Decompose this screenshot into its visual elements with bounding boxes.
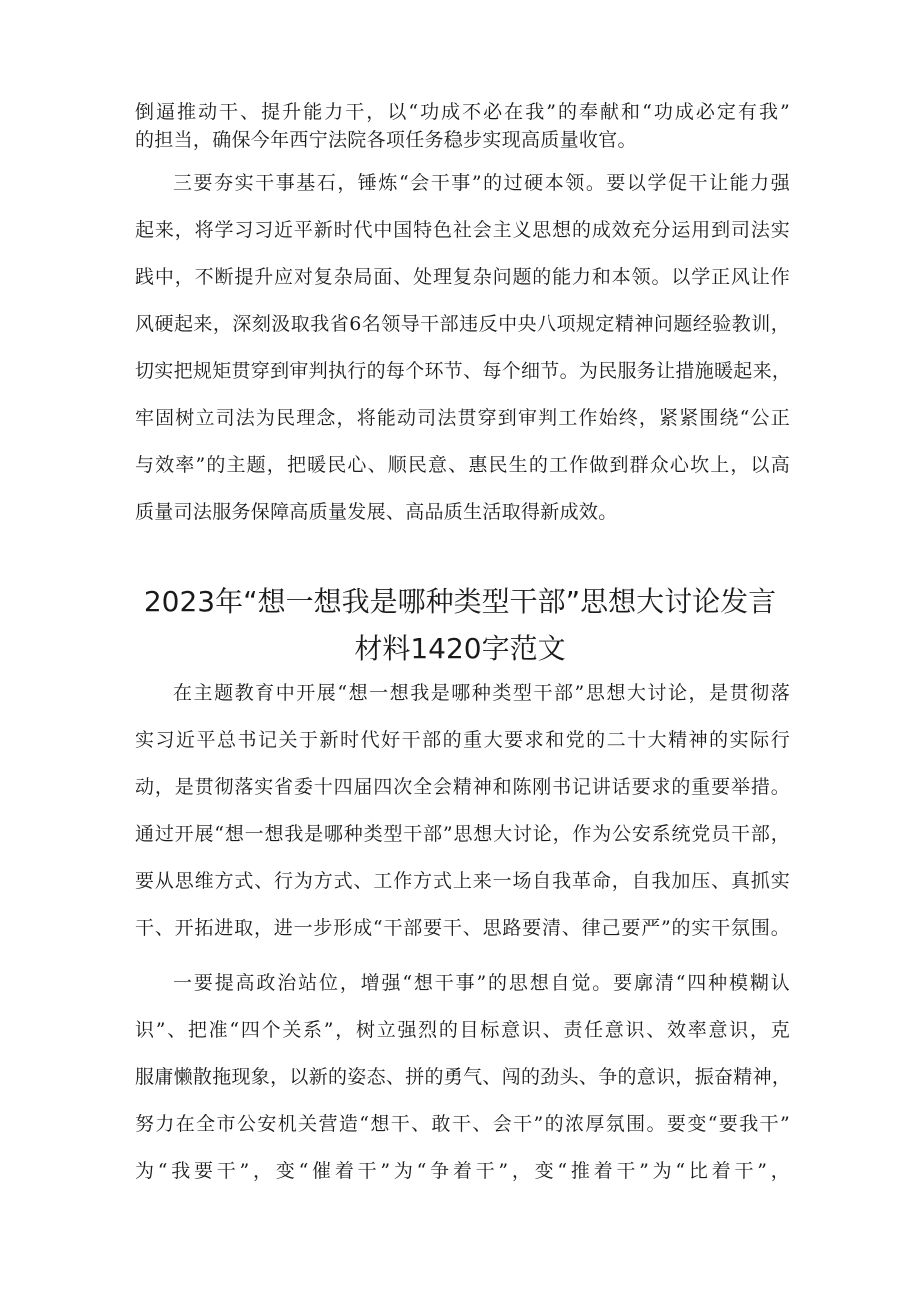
text-line: 一要提高政治站位，增强“想干事”的思想自觉。要廓清“四种模糊认: [173, 972, 790, 994]
section-title-line-2: 材料1420字范文: [354, 632, 566, 665]
text-line: 切实把规矩贯穿到审判执行的每个环节、每个细节。为民服务让措施暖起来，: [135, 360, 792, 382]
text-line: 践中，不断提升应对复杂局面、处理复杂问题的能力和本领。以学正风让作: [135, 266, 790, 288]
text-line: 起来，将学习习近平新时代中国特色社会主义思想的成效充分运用到司法实: [135, 219, 790, 241]
text-line: 质量司法服务保障高质量发展、高品质生活取得新成效。: [135, 501, 618, 523]
text-line: 倒逼推动干、提升能力干，以“功成不必在我”的奉献和“功成必定有我”: [135, 101, 790, 123]
text-line: 在主题教育中开展“想一想我是哪种类型干部”思想大讨论，是贯彻落: [173, 682, 790, 704]
text-line: 与效率”的主题，把暖民心、顺民意、惠民生的工作做到群众心坎上，以高: [135, 454, 790, 476]
text-line: 识”、把准“四个关系”，树立强烈的目标意识、责任意识、效率意识，克: [135, 1019, 790, 1041]
text-line: 干、开拓进取，进一步形成“干部要干、思路要清、律己要严”的实干氛围。: [135, 917, 790, 939]
text-line: 牢固树立司法为民理念，将能动司法贯穿到审判工作始终，紧紧围绕“公正: [135, 407, 790, 429]
text-line: 动，是贯彻落实省委十四届四次全会精神和陈刚书记讲话要求的重要举措。: [135, 776, 790, 798]
text-line: 服庸懒散拖现象，以新的姿态、拼的勇气、闯的劲头、争的意识，振奋精神，: [135, 1066, 792, 1088]
text-line: 实习近平总书记关于新时代好干部的重大要求和党的二十大精神的实际行: [135, 729, 790, 751]
text-line: 风硬起来，深刻汲取我省6名领导干部违反中央八项规定精神问题经验教训，: [135, 313, 790, 335]
text-line: 通过开展“想一想我是哪种类型干部”思想大讨论，作为公安系统党员干部，: [135, 823, 790, 845]
text-line: 努力在全市公安机关营造“想干、敢干、会干”的浓厚氛围。要变“要我干”: [135, 1113, 790, 1135]
text-line: 要从思维方式、行为方式、工作方式上来一场自我革命，自我加压、真抓实: [135, 870, 790, 892]
text-line: 三要夯实干事基石，锤炼“会干事”的过硬本领。要以学促干让能力强: [173, 172, 790, 194]
section-title-line-1: 2023年“想一想我是哪种类型干部”思想大讨论发言: [143, 585, 777, 618]
text-line: 的担当，确保今年西宁法院各项任务稳步实现高质量收官。: [135, 129, 637, 151]
text-line: 为“我要干”，变“催着干”为“争着干”，变“推着干”为“比着干”，: [135, 1160, 790, 1182]
